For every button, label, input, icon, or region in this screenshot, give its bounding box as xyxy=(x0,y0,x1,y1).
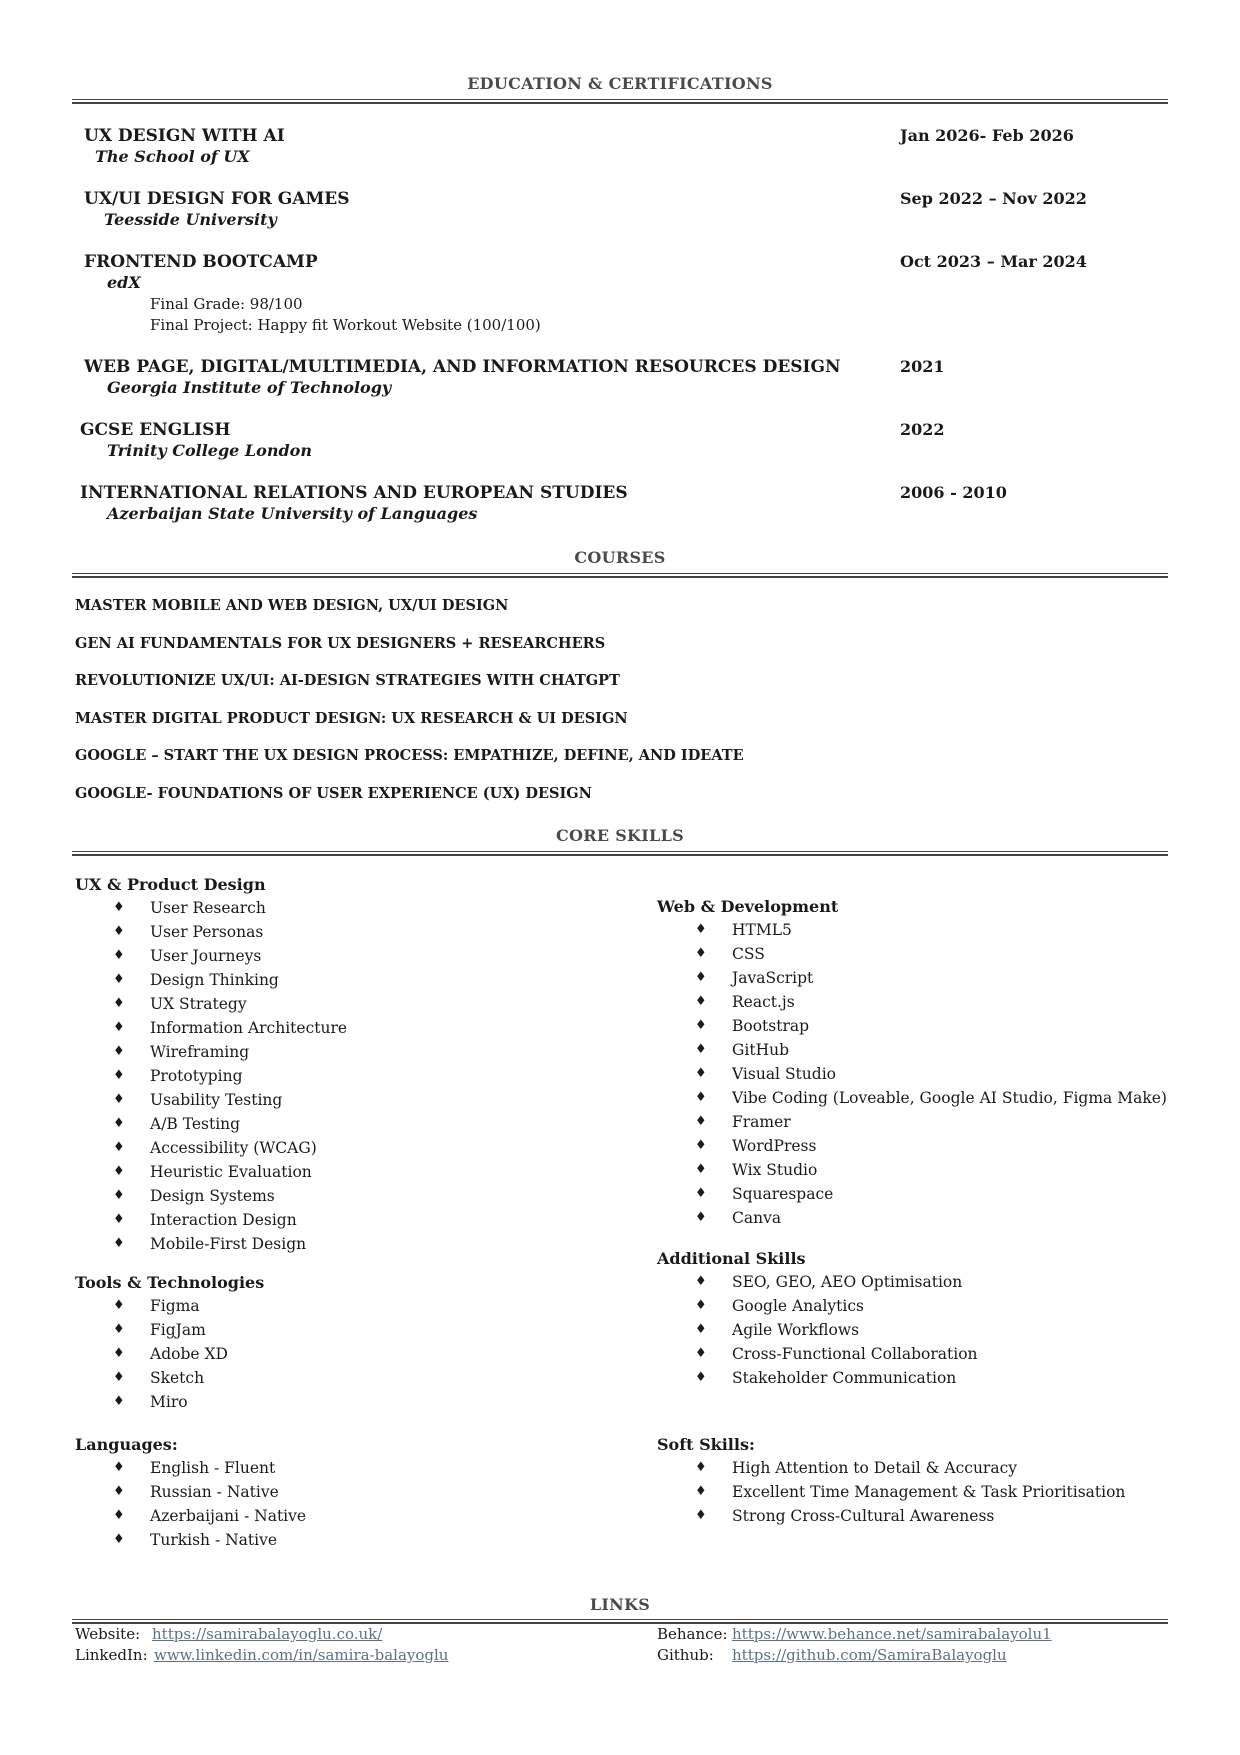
skill-group-heading: Tools & Technologies xyxy=(75,1273,265,1292)
skill-item xyxy=(657,1456,1125,1480)
links-section-title: LINKS xyxy=(589,1595,651,1614)
website-link[interactable]: https://samirabalayoglu.co.uk/ xyxy=(152,1625,383,1643)
skill-label: WordPress xyxy=(732,1137,817,1155)
linkedin-link[interactable]: www.linkedin.com/in/samira-balayoglu xyxy=(154,1646,449,1664)
skill-label: Miro xyxy=(150,1393,188,1411)
skill-label: Vibe Coding (Loveable, Google AI Studio, Figma Make) xyxy=(732,1089,1167,1107)
bullet-icon: ♦ xyxy=(695,1370,707,1385)
skill-label: Mobile-First Design xyxy=(150,1235,307,1253)
section-divider xyxy=(72,99,1168,104)
skill-item xyxy=(75,896,347,920)
skill-label: Turkish - Native xyxy=(150,1531,278,1549)
skill-label: Strong Cross-Cultural Awareness xyxy=(732,1507,995,1525)
bullet-icon: ♦ xyxy=(113,1508,125,1523)
bullet-icon: ♦ xyxy=(113,948,125,963)
skill-label: Figma xyxy=(150,1297,200,1315)
skill-item xyxy=(657,1014,1167,1038)
skill-item xyxy=(657,1270,978,1294)
education-institution: Georgia Institute of Technology xyxy=(107,378,392,397)
bullet-icon: ♦ xyxy=(695,1460,707,1475)
behance-link[interactable]: https://www.behance.net/samirabalayolu1 xyxy=(732,1625,1052,1643)
bullet-icon: ♦ xyxy=(695,946,707,961)
skill-item xyxy=(75,1208,347,1232)
github-link[interactable]: https://github.com/SamiraBalayoglu xyxy=(732,1646,1007,1664)
skill-item xyxy=(75,1480,306,1504)
bullet-icon: ♦ xyxy=(113,1370,125,1385)
education-title: UX DESIGN WITH AI xyxy=(84,126,285,146)
skill-item xyxy=(75,992,347,1016)
skill-label: Wix Studio xyxy=(732,1161,818,1179)
course-item: REVOLUTIONIZE UX/UI: AI-DESIGN STRATEGIES WITH CHATGPT xyxy=(75,672,620,689)
skill-label: Google Analytics xyxy=(732,1297,864,1315)
skill-label: Accessibility (WCAG) xyxy=(150,1139,317,1157)
skill-label: Canva xyxy=(732,1209,782,1227)
skill-label: Prototyping xyxy=(150,1067,243,1085)
skill-item xyxy=(75,944,347,968)
education-institution: edX xyxy=(107,273,141,292)
skill-item xyxy=(75,1318,264,1342)
skill-item xyxy=(75,1504,306,1528)
bullet-icon: ♦ xyxy=(113,1164,125,1179)
skill-item xyxy=(75,1184,347,1208)
bullet-icon: ♦ xyxy=(113,996,125,1011)
skill-label: Heuristic Evaluation xyxy=(150,1163,312,1181)
skill-item xyxy=(657,1294,978,1318)
bullet-icon: ♦ xyxy=(695,1298,707,1313)
bullet-icon: ♦ xyxy=(695,970,707,985)
skill-item xyxy=(75,968,347,992)
skill-label: User Research xyxy=(150,899,266,917)
skill-label: Excellent Time Management & Task Prioritisation xyxy=(732,1483,1126,1501)
skill-item xyxy=(75,1040,347,1064)
education-section-title: EDUCATION & CERTIFICATIONS xyxy=(467,74,773,93)
bullet-icon: ♦ xyxy=(695,1186,707,1201)
education-date: Jan 2026- Feb 2026 xyxy=(900,126,1074,145)
bullet-icon: ♦ xyxy=(695,994,707,1009)
skill-group-heading: Additional Skills xyxy=(657,1249,806,1268)
skill-label: Interaction Design xyxy=(150,1211,297,1229)
skill-label: Design Thinking xyxy=(150,971,279,989)
skill-label: Design Systems xyxy=(150,1187,275,1205)
skill-label: SEO, GEO, AEO Optimisation xyxy=(732,1273,963,1291)
skill-group-heading: Soft Skills: xyxy=(657,1435,755,1454)
education-date: Oct 2023 – Mar 2024 xyxy=(900,252,1087,271)
bullet-icon: ♦ xyxy=(113,1460,125,1475)
skill-item xyxy=(657,1182,1167,1206)
skill-group-soft xyxy=(657,1434,1125,1528)
skill-label: Russian - Native xyxy=(150,1483,279,1501)
link-row-github xyxy=(657,1646,1007,1664)
skill-item xyxy=(657,1086,1167,1110)
skill-group-languages xyxy=(75,1434,306,1552)
skill-group-ux xyxy=(75,874,347,1256)
link-label: Behance: xyxy=(657,1625,728,1643)
bullet-icon: ♦ xyxy=(113,1020,125,1035)
skill-label: Cross-Functional Collaboration xyxy=(732,1345,978,1363)
education-title: WEB PAGE, DIGITAL/MULTIMEDIA, AND INFORMATION RESOURCES DESIGN xyxy=(84,357,841,377)
skill-item xyxy=(75,1136,347,1160)
education-date: Sep 2022 – Nov 2022 xyxy=(900,189,1087,208)
skill-item xyxy=(75,920,347,944)
skill-item xyxy=(657,990,1167,1014)
link-row-website xyxy=(75,1625,382,1643)
skill-item xyxy=(657,1480,1125,1504)
link-label: Github: xyxy=(657,1646,714,1664)
skill-label: Information Architecture xyxy=(150,1019,348,1037)
education-institution: The School of UX xyxy=(95,147,250,166)
education-title: INTERNATIONAL RELATIONS AND EUROPEAN STUDIES xyxy=(80,483,628,503)
skill-label: Bootstrap xyxy=(732,1017,810,1035)
skill-item xyxy=(657,966,1167,990)
skill-label: FigJam xyxy=(150,1321,206,1339)
bullet-icon: ♦ xyxy=(695,1346,707,1361)
bullet-icon: ♦ xyxy=(113,1188,125,1203)
bullet-icon: ♦ xyxy=(113,1484,125,1499)
skill-item xyxy=(75,1366,264,1390)
education-title: UX/UI DESIGN FOR GAMES xyxy=(84,189,350,209)
skill-item xyxy=(657,1342,978,1366)
course-item: MASTER MOBILE AND WEB DESIGN, UX/UI DESIGN xyxy=(75,597,509,614)
section-divider xyxy=(72,851,1168,856)
bullet-icon: ♦ xyxy=(113,1068,125,1083)
skill-item xyxy=(657,1110,1167,1134)
skill-item xyxy=(75,1160,347,1184)
section-divider xyxy=(72,1619,1168,1624)
bullet-icon: ♦ xyxy=(113,1346,125,1361)
course-item: GEN AI FUNDAMENTALS FOR UX DESIGNERS + RESEARCHERS xyxy=(75,635,606,652)
skill-item xyxy=(75,1064,347,1088)
bullet-icon: ♦ xyxy=(695,1162,707,1177)
skill-item xyxy=(657,1206,1167,1230)
bullet-icon: ♦ xyxy=(695,1484,707,1499)
bullet-icon: ♦ xyxy=(695,1508,707,1523)
skill-group-additional xyxy=(657,1248,978,1390)
education-date: 2006 - 2010 xyxy=(900,483,1007,502)
education-title: GCSE ENGLISH xyxy=(80,420,231,440)
bullet-icon: ♦ xyxy=(695,1066,707,1081)
skill-group-heading: Web & Development xyxy=(657,897,839,916)
bullet-icon: ♦ xyxy=(695,1042,707,1057)
bullet-icon: ♦ xyxy=(113,1532,125,1547)
skill-item xyxy=(75,1390,264,1414)
skill-label: JavaScript xyxy=(732,969,814,987)
course-item: GOOGLE- FOUNDATIONS OF USER EXPERIENCE (UX) DESIGN xyxy=(75,785,592,802)
skill-label: A/B Testing xyxy=(150,1115,241,1133)
bullet-icon: ♦ xyxy=(695,1274,707,1289)
bullet-icon: ♦ xyxy=(113,1116,125,1131)
education-institution: Teesside University xyxy=(104,210,277,229)
skill-item xyxy=(75,1232,347,1256)
bullet-icon: ♦ xyxy=(113,924,125,939)
education-institution: Trinity College London xyxy=(107,441,312,460)
bullet-icon: ♦ xyxy=(113,1394,125,1409)
skill-item xyxy=(657,1038,1167,1062)
skill-label: UX Strategy xyxy=(150,995,247,1013)
skill-item xyxy=(75,1294,264,1318)
skill-label: Sketch xyxy=(150,1369,205,1387)
skill-label: Wireframing xyxy=(150,1043,250,1061)
bullet-icon: ♦ xyxy=(113,1140,125,1155)
link-label: LinkedIn: xyxy=(75,1646,148,1664)
bullet-icon: ♦ xyxy=(695,922,707,937)
skill-item xyxy=(657,1318,978,1342)
skill-item xyxy=(657,1366,978,1390)
section-divider xyxy=(72,573,1168,578)
link-row-behance xyxy=(657,1625,1052,1643)
bullet-icon: ♦ xyxy=(113,1322,125,1337)
skill-item xyxy=(657,1158,1167,1182)
skill-item xyxy=(75,1342,264,1366)
link-label: Website: xyxy=(75,1625,141,1643)
skill-label: Azerbaijani - Native xyxy=(150,1507,307,1525)
bullet-icon: ♦ xyxy=(695,1210,707,1225)
skill-label: Framer xyxy=(732,1113,791,1131)
bullet-icon: ♦ xyxy=(695,1322,707,1337)
link-row-linkedin xyxy=(75,1646,448,1664)
education-institution: Azerbaijan State University of Languages xyxy=(107,504,478,523)
education-title: FRONTEND BOOTCAMP xyxy=(84,252,318,272)
skill-label: User Journeys xyxy=(150,947,262,965)
skill-label: HTML5 xyxy=(732,921,792,939)
skill-label: Visual Studio xyxy=(732,1065,836,1083)
bullet-icon: ♦ xyxy=(695,1090,707,1105)
skill-label: Agile Workflows xyxy=(732,1321,860,1339)
skill-label: Squarespace xyxy=(732,1185,834,1203)
skill-group-heading: UX & Product Design xyxy=(75,875,266,894)
skill-item xyxy=(75,1016,347,1040)
skill-label: CSS xyxy=(732,945,765,963)
bullet-icon: ♦ xyxy=(113,972,125,987)
skill-label: High Attention to Detail & Accuracy xyxy=(732,1459,1018,1477)
bullet-icon: ♦ xyxy=(113,900,125,915)
skill-label: English - Fluent xyxy=(150,1459,276,1477)
skill-label: Stakeholder Communication xyxy=(732,1369,957,1387)
course-item: GOOGLE – START THE UX DESIGN PROCESS: EMPATHIZE, DEFINE, AND IDEATE xyxy=(75,747,744,764)
education-date: 2021 xyxy=(900,357,945,376)
bullet-icon: ♦ xyxy=(113,1092,125,1107)
skill-label: React.js xyxy=(732,993,795,1011)
skill-label: User Personas xyxy=(150,923,264,941)
skill-item xyxy=(75,1528,306,1552)
bullet-icon: ♦ xyxy=(695,1114,707,1129)
education-detail: Final Project: Happy fit Workout Website (100/100) xyxy=(150,316,541,334)
education-detail: Final Grade: 98/100 xyxy=(150,295,303,313)
skills-section-title: CORE SKILLS xyxy=(555,826,685,845)
skill-item xyxy=(75,1456,306,1480)
bullet-icon: ♦ xyxy=(695,1138,707,1153)
skill-label: Adobe XD xyxy=(150,1345,228,1363)
skill-item xyxy=(657,918,1167,942)
skill-item xyxy=(657,942,1167,966)
skill-group-heading: Languages: xyxy=(75,1435,178,1454)
bullet-icon: ♦ xyxy=(113,1044,125,1059)
bullet-icon: ♦ xyxy=(113,1298,125,1313)
bullet-icon: ♦ xyxy=(113,1236,125,1251)
skill-item xyxy=(657,1134,1167,1158)
skill-label: Usability Testing xyxy=(150,1091,283,1109)
education-date: 2022 xyxy=(900,420,945,439)
course-item: MASTER DIGITAL PRODUCT DESIGN: UX RESEARCH & UI DESIGN xyxy=(75,710,628,727)
skill-group-web xyxy=(657,896,1167,1230)
skill-group-tools xyxy=(75,1272,264,1414)
skill-item xyxy=(657,1062,1167,1086)
skill-item xyxy=(657,1504,1125,1528)
bullet-icon: ♦ xyxy=(695,1018,707,1033)
skill-label: GitHub xyxy=(732,1041,789,1059)
skill-item xyxy=(75,1088,347,1112)
courses-section-title: COURSES xyxy=(574,548,666,567)
bullet-icon: ♦ xyxy=(113,1212,125,1227)
skill-item xyxy=(75,1112,347,1136)
